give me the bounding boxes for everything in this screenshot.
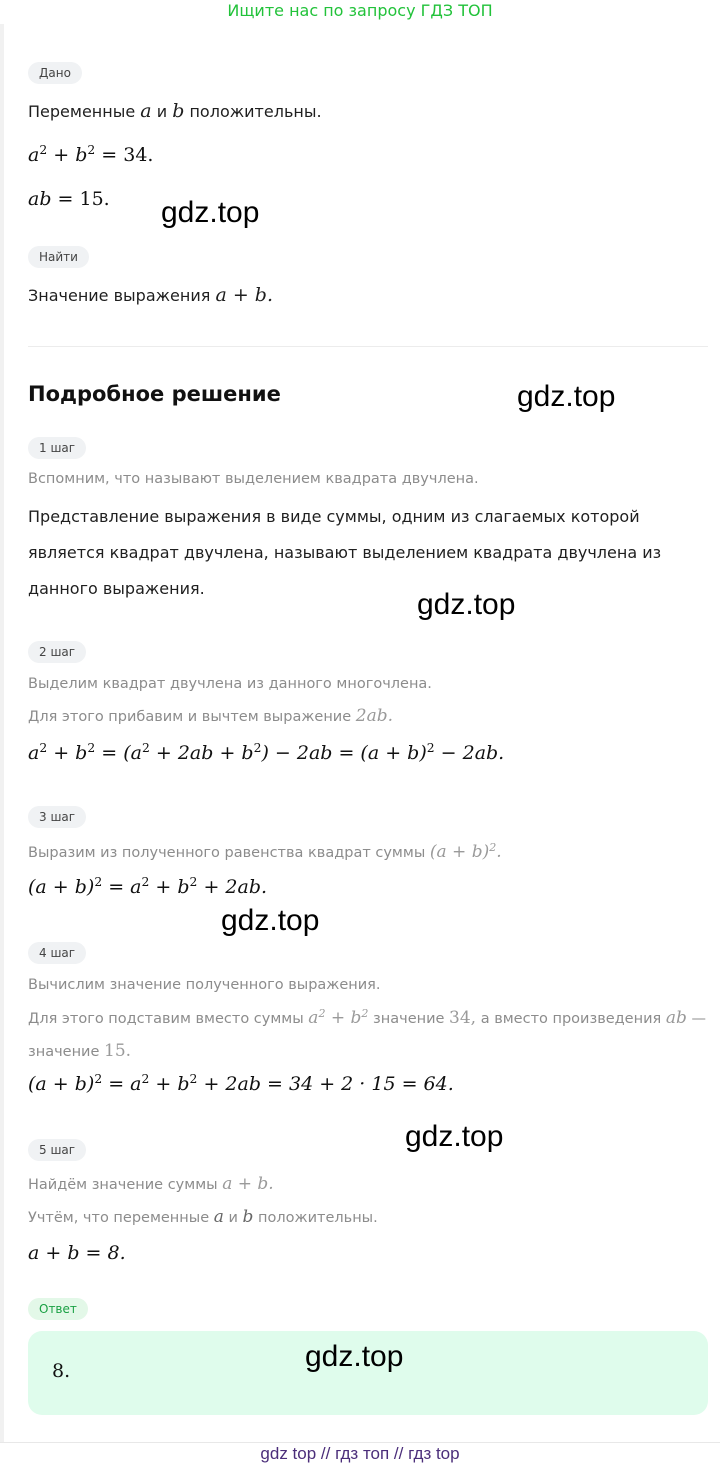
- given-tag: Дано: [28, 62, 82, 84]
- footer-links[interactable]: gdz top // гдз топ // гдз top: [260, 1444, 460, 1463]
- step-4-tag: 4 шаг: [28, 942, 86, 964]
- answer-tag: Ответ: [28, 1298, 88, 1320]
- step-5-formula: a + b = 8.: [28, 1242, 126, 1264]
- given-equation-2: ab = 15.: [28, 188, 110, 210]
- given-line: Переменные a и b положительны.: [28, 100, 322, 122]
- step-2-hint-2: Для этого прибавим и вычтем выражение 2ab.: [28, 706, 394, 726]
- step-2-tag: 2 шаг: [28, 641, 86, 663]
- step-4-hint-1: Вычислим значение полученного выражения.: [28, 977, 381, 993]
- watermark: gdz.top: [405, 1120, 504, 1153]
- step-3-tag: 3 шаг: [28, 806, 86, 828]
- step-1-hint: Вспомним, что называют выделением квадрата двучлена.: [28, 471, 479, 487]
- step-1-line-1: Представление выражения в виде суммы, одним из слагаемых которой: [28, 507, 640, 526]
- step-5-hint-1: Найдём значение суммы a + b.: [28, 1174, 274, 1194]
- answer-value: 8.: [52, 1360, 71, 1382]
- left-rule: [0, 24, 4, 1442]
- find-tag: Найти: [28, 246, 89, 268]
- watermark: gdz.top: [161, 196, 260, 229]
- watermark: gdz.top: [417, 588, 516, 621]
- step-1-line-2: является квадрат двучлена, называют выделением квадрата двучлена из: [28, 543, 662, 562]
- step-3-hint: Выразим из полученного равенства квадрат суммы $(a + b)^2$.: [28, 840, 502, 862]
- step-5-hint-2: Учтём, что переменные a и b положительны.: [28, 1207, 378, 1227]
- find-line: Значение выражения a + b.: [28, 284, 273, 306]
- step-1-line-3: данного выражения.: [28, 579, 205, 598]
- step-4-formula: $(a + b)^2 = a^2 + b^2 + 2ab = 34 + 2 \cdot 15 = 64$.: [28, 1072, 454, 1095]
- watermark: gdz.top: [517, 380, 616, 413]
- step-4-hint-3: значение 15.: [28, 1041, 132, 1061]
- step-3-formula: $(a + b)^2 = a^2 + b^2 + 2ab$.: [28, 875, 268, 898]
- solution-title: Подробное решение: [28, 382, 281, 406]
- step-1-tag: 1 шаг: [28, 437, 86, 459]
- given-equation-1: $a^2 + b^2 = 34$.: [28, 143, 154, 166]
- step-5-tag: 5 шаг: [28, 1139, 86, 1161]
- section-divider: [28, 346, 708, 347]
- step-2-formula: $a^2 + b^2 = (a^2 + 2ab + b^2) - 2ab = (a + b)^2 - 2ab$.: [28, 741, 505, 764]
- top-banner[interactable]: Ищите нас по запросу ГДЗ ТОП: [227, 1, 493, 20]
- watermark: gdz.top: [305, 1340, 404, 1373]
- watermark: gdz.top: [221, 904, 320, 937]
- step-2-hint-1: Выделим квадрат двучлена из данного многочлена.: [28, 676, 432, 692]
- step-4-hint-2: Для этого подставим вместо суммы $a^2 + b^2$ значение 34, а вместо произведения ab —: [28, 1006, 706, 1028]
